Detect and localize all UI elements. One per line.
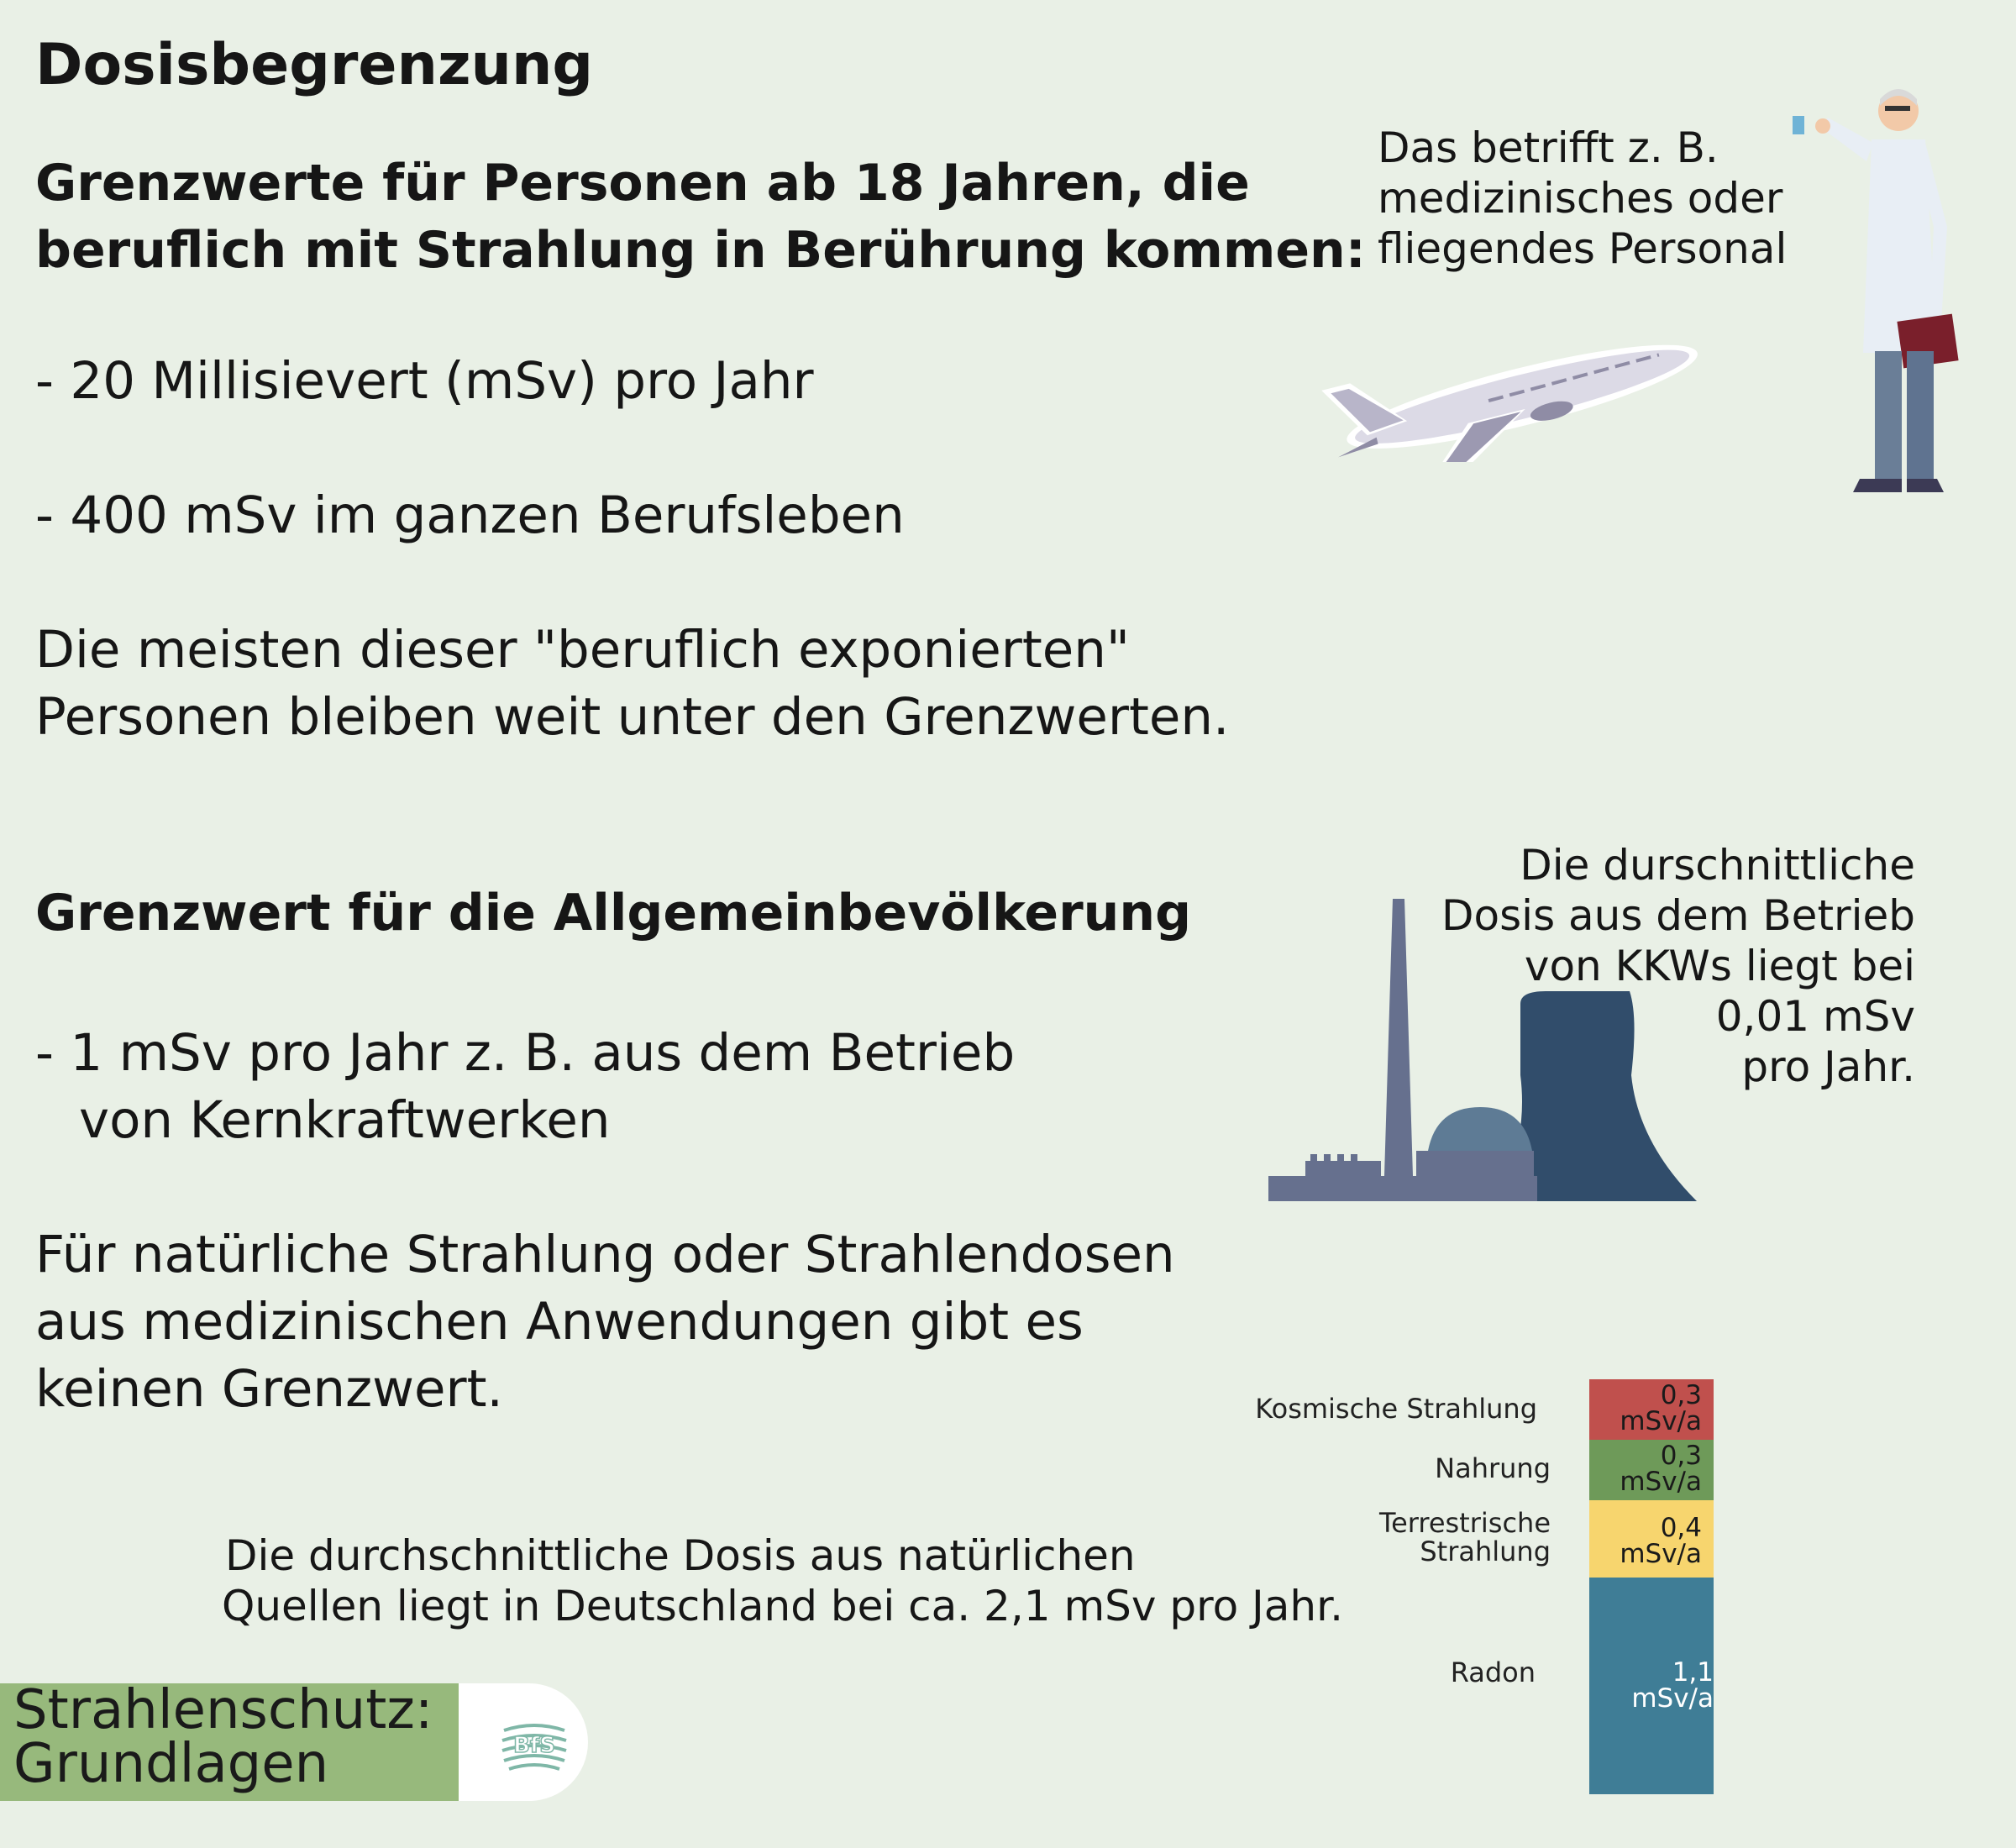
bar-segment-cosmic: [1589, 1379, 1714, 1440]
bar-label-terrestrial: [1176, 1509, 1551, 1566]
segment-unit: mSv/a: [1620, 1467, 1702, 1497]
bar-segment-terrestrial: [1589, 1500, 1714, 1578]
public-heading: Grenzwert für die Allgemeinbevölkerung: [35, 884, 1192, 942]
logo-icon: [496, 1705, 573, 1782]
no-limit-line1: Für natürliche Strahlung oder Strahlendosen: [35, 1225, 1175, 1284]
occupational-heading: [35, 150, 1366, 284]
bar-label-terrestrial-line2: Strahlung: [1420, 1536, 1551, 1567]
public-limit-line1: - 1 mSv pro Jahr z. B. aus dem Betrieb: [35, 1023, 1016, 1083]
limit-career: - 400 mSv im ganzen Berufsleben: [35, 486, 905, 545]
bar-label-terrestrial-line1: Terrestrische: [1378, 1507, 1551, 1539]
nuclear-line5: pro Jahr.: [1741, 1042, 1915, 1091]
natural-line1: Die durchschnittliche Dosis aus natürlichen: [225, 1531, 1136, 1580]
segment-value: 0,4: [1660, 1513, 1702, 1543]
natural-line2: Quellen liegt in Deutschland bei ca. 2,1 mSv pro Jahr.: [222, 1582, 1343, 1630]
bar-label-food: Nahrung: [1435, 1452, 1551, 1484]
nuclear-line1: Die durschnittliche: [1520, 841, 1915, 890]
segment-unit: mSv/a: [1620, 1406, 1702, 1436]
scientist-icon: [1772, 84, 1974, 504]
example-line2: medizinisches oder: [1378, 174, 1783, 223]
bar-label-cosmic: Kosmische Strahlung: [1255, 1393, 1537, 1425]
example-line3: fliegendes Personal: [1378, 224, 1788, 273]
occupational-note-line2: Personen bleiben weit unter den Grenzwerten.: [35, 687, 1230, 747]
footer-line2: Grundlagen: [13, 1733, 329, 1795]
bar-label-radon: Radon: [1450, 1656, 1536, 1688]
logo-text: BfS: [513, 1733, 555, 1758]
nuclear-line3: von KKWs liegt bei: [1524, 942, 1915, 990]
no-limit-line2: aus medizinischen Anwendungen gibt es: [35, 1292, 1084, 1352]
power-plant-icon: [1268, 890, 1705, 1201]
dose-stacked-bar: [1589, 1379, 1714, 1794]
occupational-heading-line1: Grenzwerte für Personen ab 18 Jahren, die: [35, 154, 1250, 213]
segment-value: 0,3: [1660, 1380, 1702, 1410]
nuclear-line4: 0,01 mSv: [1715, 992, 1915, 1041]
occupational-note-line1: Die meisten dieser "beruflich exponierten": [35, 620, 1130, 680]
segment-value: 1,1 mSv/a: [1631, 1657, 1714, 1714]
nuclear-line2: Dosis aus dem Betrieb: [1441, 891, 1915, 940]
page-title: Dosisbegrenzung: [35, 32, 594, 98]
occupational-heading-line2: beruflich mit Strahlung in Berührung kommen:: [35, 221, 1366, 280]
public-limit: [35, 1020, 1015, 1154]
segment-value: 0,3: [1660, 1441, 1702, 1471]
example-note: [1378, 123, 1787, 274]
bar-segment-radon: [1589, 1578, 1714, 1794]
footer-line1: Strahlenschutz:: [13, 1679, 433, 1741]
bar-segment-food: [1589, 1440, 1714, 1500]
occupational-note: [35, 617, 1229, 751]
limit-annual: - 20 Millisievert (mSv) pro Jahr: [35, 351, 814, 411]
no-limit-note: [35, 1221, 1175, 1423]
segment-unit: mSv/a: [1620, 1539, 1702, 1569]
public-limit-line2: von Kernkraftwerken: [79, 1090, 611, 1150]
airplane-icon: [1310, 319, 1714, 462]
example-line1: Das betrifft z. B.: [1378, 123, 1719, 172]
footer-title: [13, 1679, 433, 1795]
no-limit-line3: keinen Grenzwert.: [35, 1359, 503, 1419]
